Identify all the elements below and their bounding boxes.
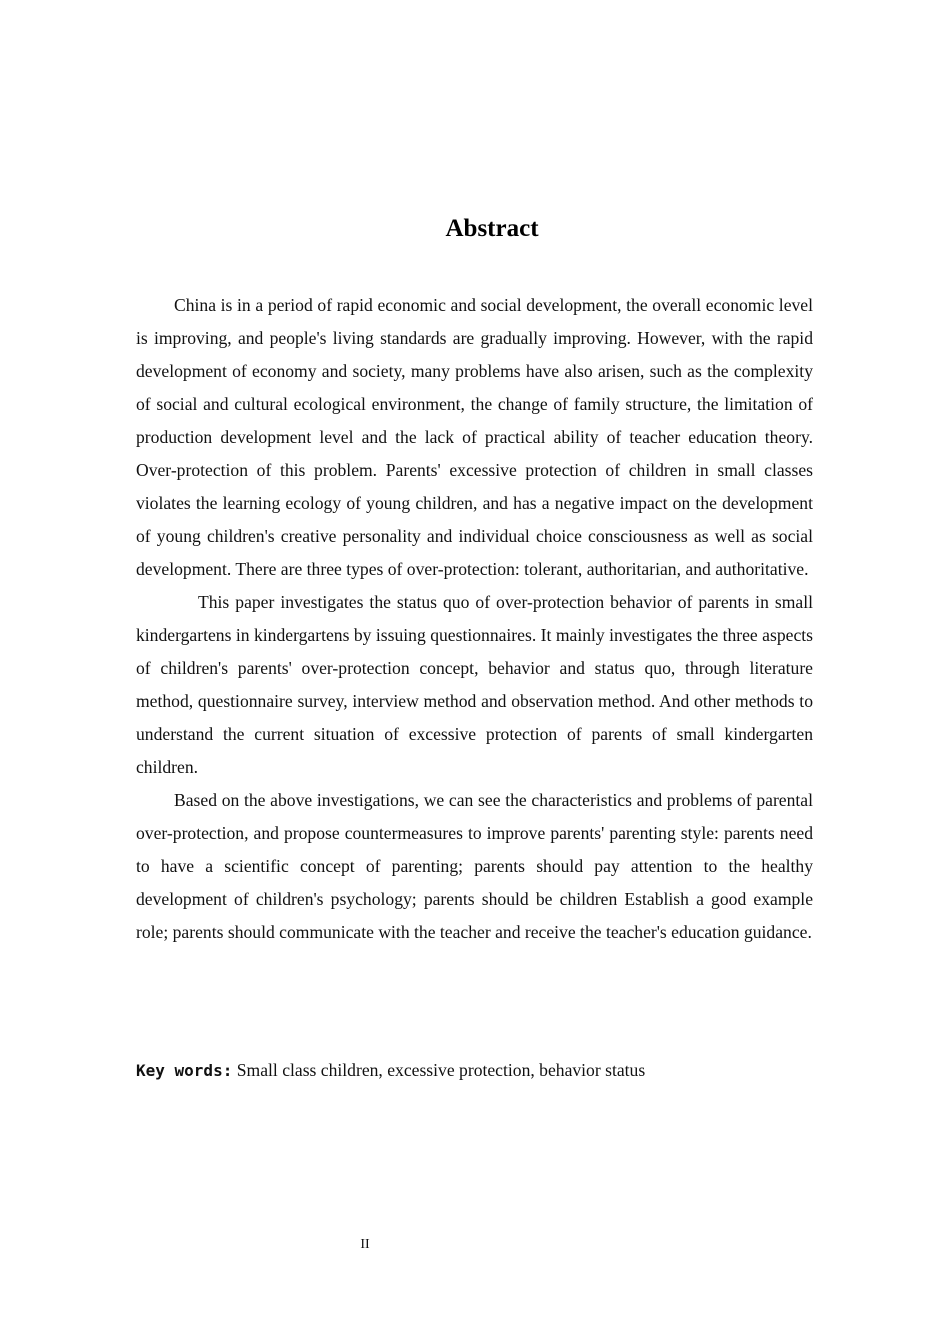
abstract-paragraph-1: China is in a period of rapid economic and social development, the overall economic level is improving, and people's living standards are gradually improving. However, with the rapid development of economy and society, many problems have also arisen, such as the complexity of social and cultural ecological environment, the change of family structure, the limitation of production development level and the lack of practical ability of teacher education theory. Over-protection of this problem. Parents' excessive protection of children in small classes violates the learning ecology of young children, and has a negative impact on the development of young children's creative personality and individual choice consciousness as well as social development. There are three types of over-protection: tolerant, authoritarian, and authoritative. bbox=[136, 295, 813, 579]
abstract-title: Abstract bbox=[445, 215, 539, 242]
keywords-label: Key words: bbox=[136, 1061, 233, 1080]
abstract-body bbox=[136, 289, 813, 949]
abstract-paragraph-2: This paper investigates the status quo of over-protection behavior of parents in small kindergartens in kindergartens by issuing questionnaires. It mainly investigates the three aspects of children's parents' over-protection concept, behavior and status quo, through literature method, questionnaire survey, interview method and observation method. And other methods to understand the current situation of excessive protection of parents of small kindergarten children. bbox=[136, 592, 813, 777]
abstract-paragraph-3: Based on the above investigations, we can see the characteristics and problems of parental over-protection, and propose countermeasures to improve parents' parenting style: parents need to have a scientific concept of parenting; parents should pay attention to the healthy development of children's psychology; parents should be children Establish a good example role; parents should communicate with the teacher and receive the teacher's education guidance. bbox=[136, 790, 813, 942]
page-number: II bbox=[360, 1237, 370, 1252]
keywords-line bbox=[136, 1055, 813, 1086]
keywords-text: Small class children, excessive protection, behavior status bbox=[236, 1060, 646, 1080]
